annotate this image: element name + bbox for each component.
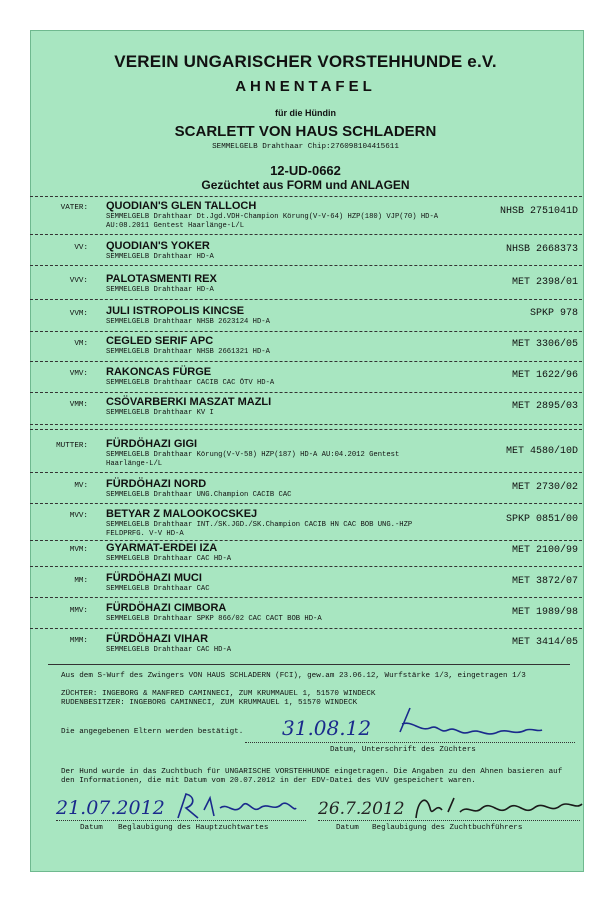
confirmation-caption: Datum, Unterschrift des Züchters [330, 746, 476, 754]
ancestor-name: FÜRDÖHAZI MUCI [106, 572, 202, 584]
ancestor-reg: SPKP 0851/00 [505, 514, 578, 525]
document-title: AHNENTAFEL [235, 78, 376, 95]
signature-line [56, 820, 306, 821]
ancestor-label: MUTTER: [56, 442, 88, 450]
ancestor-details: SEMMELGELB Drahthaar NHSB 2661321 HD-A [106, 348, 270, 356]
ancestor-details: SEMMELGELB Drahthaar HD-A [106, 253, 214, 261]
ancestor-reg: MET 3872/07 [511, 576, 578, 587]
ancestor-details: SEMMELGELB Drahthaar CAC HD-A [106, 555, 232, 563]
divider [30, 299, 582, 300]
ancestor-reg: MET 2895/03 [511, 401, 578, 412]
ancestor-reg: NHSB 2751041D [499, 206, 578, 217]
ancestor-details: SEMMELGELB Drahthaar Dt.Jgd.VDH-Champion Körung(V-V-64) HZP(180) VJP(70) HD-A [106, 213, 439, 221]
divider [30, 628, 582, 629]
ancestor-details: FELDPRFG. V-V HD-A [106, 530, 184, 538]
divider [30, 331, 582, 332]
ancestor-name: FÜRDÖHAZI VIHAR [106, 633, 209, 645]
ancestor-label: VATER: [60, 204, 88, 212]
ancestor-label: VM: [74, 340, 88, 348]
ancestor-details: SEMMELGELB Drahthaar CAC HD-A [106, 646, 232, 654]
ancestor-label: MMM: [69, 637, 88, 645]
ancestor-details: SEMMELGELB Drahthaar KV I [106, 409, 214, 417]
ancestor-label: MM: [74, 577, 88, 585]
ancestor-label: MVV: [69, 512, 88, 520]
ancestor-reg: MET 1989/98 [511, 607, 578, 618]
ancestor-name: CEGLED SERIF APC [106, 335, 214, 347]
ancestor-name: JULI ISTROPOLIS KINCSE [106, 305, 245, 317]
litter-info: Aus dem S-Wurf des Zwingers VON HAUS SCHLADERN (FCI), gew.am 23.06.12, Wurfstärke 1/3, eingetragen 1/3 [61, 672, 526, 680]
ancestor-label: MVM: [69, 546, 88, 554]
ancestor-reg: MET 2398/01 [511, 277, 578, 288]
signature-line [318, 820, 580, 821]
bred-for: Gezüchtet aus FORM und ANLAGEN [201, 178, 410, 192]
divider [30, 472, 582, 473]
dog-details: SEMMELGELB Drahthaar Chip:276098104415611 [212, 143, 399, 151]
ancestor-label: VMM: [69, 401, 88, 409]
divider [30, 424, 582, 425]
ancestor-label: MV: [74, 482, 88, 490]
ancestor-details: SEMMELGELB Drahthaar CACIB CAC ÖTV HD-A [106, 379, 275, 387]
breeder-signature [390, 702, 550, 748]
divider [30, 597, 582, 598]
ancestor-details: Haarlänge-L/L [106, 460, 163, 468]
ancestor-name: PALOTASMENTI REX [106, 273, 217, 285]
ancestor-reg: MET 3306/05 [511, 339, 578, 350]
ancestor-name: RAKONCAS FÜRGE [106, 366, 212, 378]
divider [30, 503, 582, 504]
owner-info: RUDENBESITZER: INGEBORG CAMINNECI, ZUM KRUMMAUEL 1, 51570 WINDECK [61, 699, 358, 707]
divider [30, 234, 582, 235]
ancestor-name: FÜRDÖHAZI NORD [106, 478, 207, 490]
warden-signature [170, 788, 300, 828]
confirmation-text: Die angegebenen Eltern werden bestätigt. [61, 728, 244, 736]
ancestor-reg: MET 2730/02 [511, 482, 578, 493]
divider [30, 265, 582, 266]
ancestor-label: VMV: [69, 370, 88, 378]
ancestor-reg: NHSB 2668373 [505, 244, 578, 255]
ancestor-name: GYARMAT-ERDEI IZA [106, 542, 218, 554]
ancestor-name: BETYAR Z MALOOKOCSKEJ [106, 508, 258, 520]
date-caption: Datum [80, 824, 103, 832]
registry-note: Der Hund wurde in das Zuchtbuch für UNGARISCHE VORSTEHHUNDE eingetragen. Die Angaben zu den Ahnen basieren auf [61, 768, 563, 776]
ancestor-details: SEMMELGELB Drahthaar Körung(V-V-58) HZP(187) HD-A AU:04.2012 Gentest [106, 451, 400, 459]
divider [30, 392, 582, 393]
ancestor-label: MMV: [69, 607, 88, 615]
divider [30, 429, 582, 430]
registration-number: 12-UD-0662 [270, 163, 341, 178]
ancestor-details: SEMMELGELB Drahthaar CAC [106, 585, 210, 593]
ancestor-details: SEMMELGELB Drahthaar UNG.Champion CACIB CAC [106, 491, 292, 499]
divider [30, 361, 582, 362]
divider [30, 566, 582, 567]
breeder-info: ZÜCHTER: INGEBORG & MANFRED CAMINNECI, ZUM KRUMMAUEL 1, 51570 WINDECK [61, 690, 376, 698]
divider [48, 664, 570, 665]
ancestor-reg: MET 1622/96 [511, 370, 578, 381]
date-caption: Datum [336, 824, 359, 832]
for-label: für die Hündin [275, 108, 336, 118]
club-name: VEREIN UNGARISCHER VORSTEHHUNDE e.V. [114, 52, 497, 71]
ancestor-details: SEMMELGELB Drahthaar INT./SK.JGD./SK.Champion CACIB HN CAC BOB UNG.-HZP [106, 521, 413, 529]
registrar-caption: Beglaubigung des Zuchtbuchführers [372, 824, 523, 832]
ancestor-label: VVV: [69, 277, 88, 285]
ancestor-details: AU:08.2011 Gentest Haarlänge-L/L [106, 222, 245, 230]
divider [30, 540, 582, 541]
ancestor-name: FÜRDÖHAZI CIMBORA [106, 602, 227, 614]
warden-date-handwritten: 21.07.2012 [56, 797, 165, 819]
ancestor-reg: SPKP 978 [529, 308, 578, 319]
warden-caption: Beglaubigung des Hauptzuchtwartes [118, 824, 269, 832]
ancestor-reg: MET 4580/10D [505, 446, 578, 457]
divider [30, 196, 582, 197]
ancestor-label: VV: [74, 244, 88, 252]
ancestor-reg: MET 3414/05 [511, 637, 578, 648]
ancestor-name: QUODIAN'S GLEN TALLOCH [106, 200, 257, 212]
ancestor-reg: MET 2100/99 [511, 545, 578, 556]
ancestor-label: VVM: [69, 310, 88, 318]
breeder-date-handwritten: 31.08.12 [282, 716, 372, 740]
ancestor-details: SEMMELGELB Drahthaar NHSB 2623124 HD-A [106, 318, 270, 326]
dog-name: SCARLETT VON HAUS SCHLADERN [174, 123, 437, 140]
ancestor-name: FÜRDÖHAZI GIGI [106, 438, 198, 450]
registry-note: den Informationen, die mit Datum vom 20.07.2012 in der EDV-Datei des VUV gespeichert waren. [61, 777, 476, 785]
ancestor-details: SEMMELGELB Drahthaar SPKP 866/02 CAC CACT BOB HD-A [106, 615, 322, 623]
ancestor-details: SEMMELGELB Drahthaar HD-A [106, 286, 214, 294]
ancestor-name: CSÖVARBERKI MASZAT MAZLI [106, 396, 272, 408]
registrar-date-handwritten: 26.7.2012 [318, 799, 405, 819]
ancestor-name: QUODIAN'S YOKER [106, 240, 210, 252]
